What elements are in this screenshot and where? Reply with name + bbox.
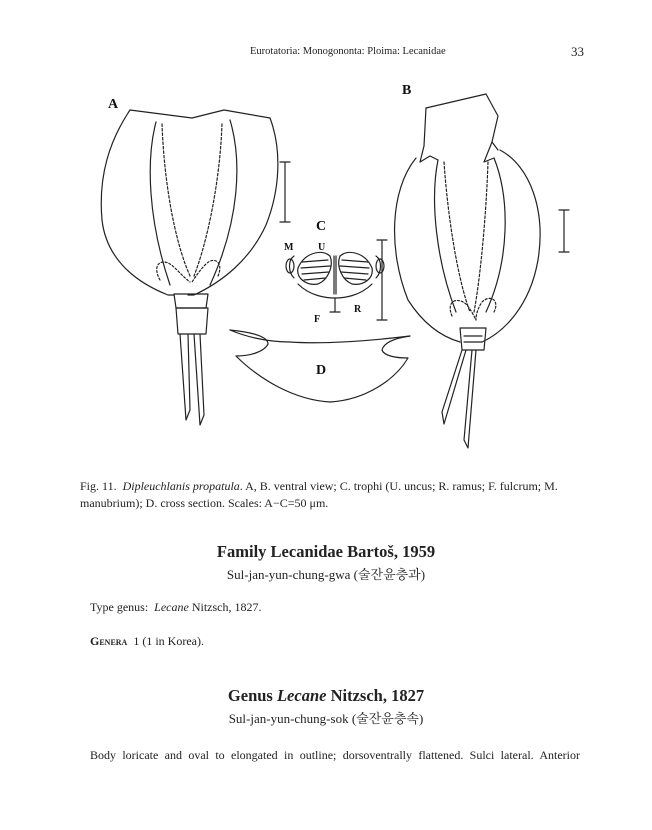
type-genus-authority: Nitzsch, 1827. (188, 600, 262, 614)
figure-drawing (90, 80, 590, 460)
genera-label: Genera (90, 634, 128, 648)
scale-bar-b (559, 210, 569, 252)
type-genus-name: Lecane (154, 600, 189, 614)
genus-heading (0, 686, 652, 727)
genus-title-name: Lecane (276, 686, 327, 705)
panel-a-drawing (101, 110, 278, 425)
body-paragraph: Body loricate and oval to elongated in outline; dorsoventrally flattened. Sulci lateral. Anterior (90, 748, 580, 762)
scale-bar-a (280, 162, 290, 222)
caption-text: . A, B. ventral view; C. trophi (U. uncus; R. ramus; F. fulcrum; M. manubrium); D. cross section. Scales: A−C=50 μm. (80, 479, 558, 510)
genus-title-prefix: Genus (227, 686, 277, 705)
genus-title-authority: Nitzsch, 1827 (326, 686, 425, 705)
scale-bar-c (377, 240, 387, 320)
genus-subtitle: Sul-jan-yun-chung-sok (술잔윤충속) (228, 711, 424, 726)
part-label-manubrium: M (284, 242, 294, 253)
running-head (0, 44, 652, 62)
type-genus-prefix: Type genus: (90, 600, 149, 614)
panel-c-drawing (286, 252, 384, 312)
caption-species: Dipleuchlanis propatula (122, 479, 240, 493)
part-label-uncus: U (318, 242, 326, 253)
panel-label-a: A (108, 97, 119, 112)
family-title: Family Lecanidae Bartoš, 1959 (216, 542, 436, 561)
caption-fig-number: Fig. 11. (80, 479, 117, 493)
genus-title (0, 686, 652, 706)
family-heading (0, 542, 652, 583)
panel-label-b: B (402, 83, 412, 98)
running-title: Eurotatoria: Monogononta: Ploima: Lecanidae (250, 46, 446, 57)
genera-line (90, 634, 204, 649)
part-label-fulcrum: F (314, 314, 321, 325)
family-subtitle: Sul-jan-yun-chung-gwa (술잔윤충과) (226, 567, 426, 582)
panel-b-drawing (395, 94, 541, 448)
figure-caption (80, 478, 580, 512)
panel-label-d: D (316, 363, 327, 378)
part-label-ramus: R (354, 304, 362, 315)
type-genus-line (90, 600, 261, 615)
panel-label-c: C (316, 219, 327, 234)
figure-11 (90, 80, 590, 460)
genera-value: 1 (1 in Korea). (133, 634, 204, 648)
page-number: 33 (571, 44, 584, 59)
